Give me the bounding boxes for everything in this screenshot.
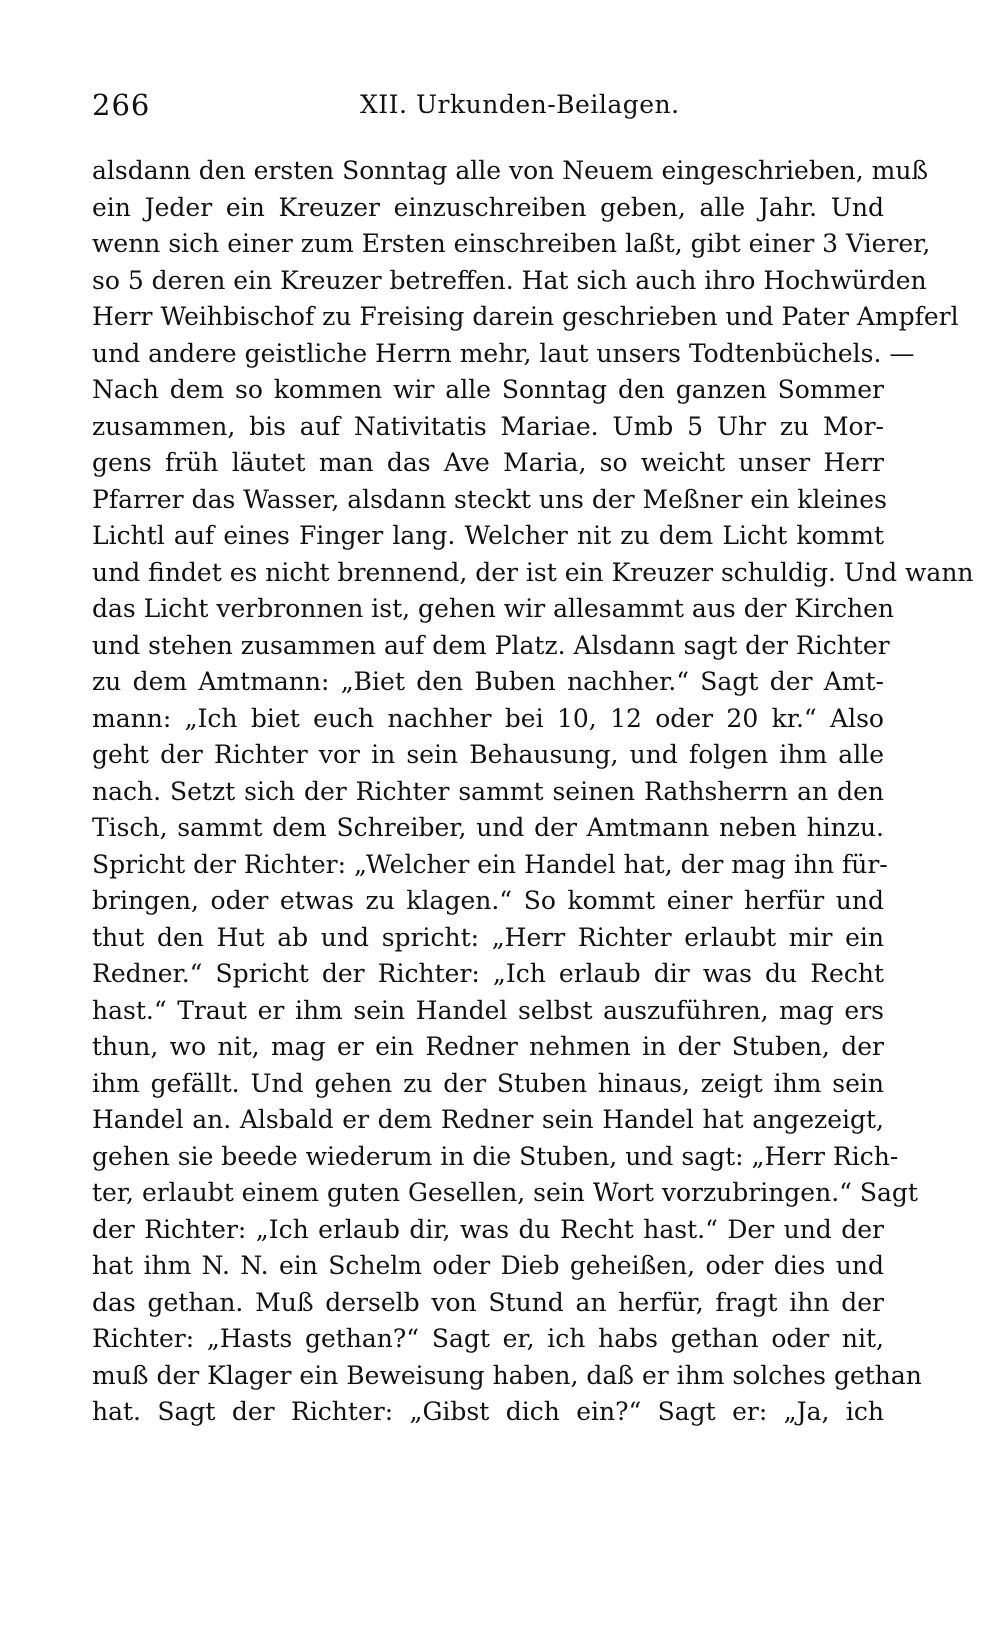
text-line: gens früh läutet man das Ave Maria, so weicht unser Herr bbox=[92, 448, 884, 477]
text-line: und andere geistliche Herrn mehr, laut unsers Todtenbüchels. — bbox=[92, 338, 915, 368]
text-line: bringen, oder etwas zu klagen.“ So kommt einer herfür und bbox=[92, 886, 884, 915]
text-line: Spricht der Richter: „Welcher ein Handel hat, der mag ihn für- bbox=[92, 849, 888, 879]
text-line: Handel an. Alsbald er dem Redner sein Handel hat angezeigt, bbox=[92, 1105, 884, 1134]
text-line: gehen sie beede wiederum in die Stuben, und sagt: „Herr Rich- bbox=[92, 1141, 899, 1171]
page-header bbox=[92, 88, 884, 128]
text-line: thun, wo nit, mag er ein Redner nehmen in der Stuben, der bbox=[92, 1032, 884, 1061]
text-line: hast.“ Traut er ihm sein Handel selbst auszuführen, mag ers bbox=[92, 995, 884, 1025]
text-line: geht der Richter vor in sein Behausung, und folgen ihm alle bbox=[92, 740, 884, 769]
text-line: Richter: „Hasts gethan?“ Sagt er, ich habs gethan oder nit, bbox=[92, 1324, 884, 1353]
text-line: wenn sich einer zum Ersten einschreiben laßt, gibt einer 3 Vierer, bbox=[92, 229, 931, 258]
text-line: ihm gefällt. Und gehen zu der Stuben hinaus, zeigt ihm sein bbox=[92, 1068, 884, 1098]
text-line: Tisch, sammt dem Schreiber, und der Amtmann neben hinzu. bbox=[92, 813, 884, 842]
text-line: zu dem Amtmann: „Biet den Buben nachher.“ Sagt der Amt- bbox=[92, 667, 884, 696]
text-line: Pfarrer das Wasser, alsdann steckt uns der Meßner ein kleines bbox=[92, 484, 887, 514]
text-line: Redner.“ Spricht der Richter: „Ich erlaub dir was du Recht bbox=[92, 959, 884, 988]
text-line: hat. Sagt der Richter: „Gibst dich ein?“ Sagt er: „Ja, ich bbox=[92, 1397, 884, 1426]
text-line: der Richter: „Ich erlaub dir, was du Recht hast.“ Der und der bbox=[92, 1214, 884, 1244]
text-line: ein Jeder ein Kreuzer einzuschreiben geben, alle Jahr. Und bbox=[92, 192, 884, 222]
text-line: mann: „Ich biet euch nachher bei 10, 12 oder 20 kr.“ Also bbox=[92, 703, 884, 733]
body-text bbox=[92, 153, 974, 1431]
text-line: und findet es nicht brennend, der ist ein Kreuzer schuldig. Und wann bbox=[92, 557, 974, 587]
page-number: 266 bbox=[92, 88, 151, 122]
text-line: das gethan. Muß derselb von Stund an herfür, fragt ihn der bbox=[92, 1287, 884, 1317]
running-head: XII. Urkunden-Beilagen. bbox=[360, 90, 680, 119]
text-line: nach. Setzt sich der Richter sammt seinen Rathsherrn an den bbox=[92, 776, 884, 806]
text-line: so 5 deren ein Kreuzer betreffen. Hat sich auch ihro Hochwürden bbox=[92, 265, 927, 295]
text-line: muß der Klager ein Beweisung haben, daß er ihm solches gethan bbox=[92, 1360, 922, 1390]
text-line: ter, erlaubt einem guten Gesellen, sein Wort vorzubringen.“ Sagt bbox=[92, 1178, 918, 1207]
text-line: thut den Hut ab und spricht: „Herr Richter erlaubt mir ein bbox=[92, 922, 884, 952]
text-line: Herr Weihbischof zu Freising darein geschrieben und Pater Ampferl bbox=[92, 302, 959, 331]
text-line: Nach dem so kommen wir alle Sonntag den ganzen Sommer bbox=[92, 375, 884, 404]
text-line: das Licht verbronnen ist, gehen wir allesammt aus der Kirchen bbox=[92, 594, 895, 623]
text-line: zusammen, bis auf Nativitatis Mariae. Umb 5 Uhr zu Mor- bbox=[92, 411, 884, 441]
text-line: hat ihm N. N. ein Schelm oder Dieb geheißen, oder dies und bbox=[92, 1251, 884, 1280]
text-line: und stehen zusammen auf dem Platz. Alsdann sagt der Richter bbox=[92, 630, 890, 660]
text-line: alsdann den ersten Sonntag alle von Neuem eingeschrieben, muß bbox=[92, 156, 929, 185]
text-line: Lichtl auf eines Finger lang. Welcher nit zu dem Licht kommt bbox=[92, 521, 884, 550]
